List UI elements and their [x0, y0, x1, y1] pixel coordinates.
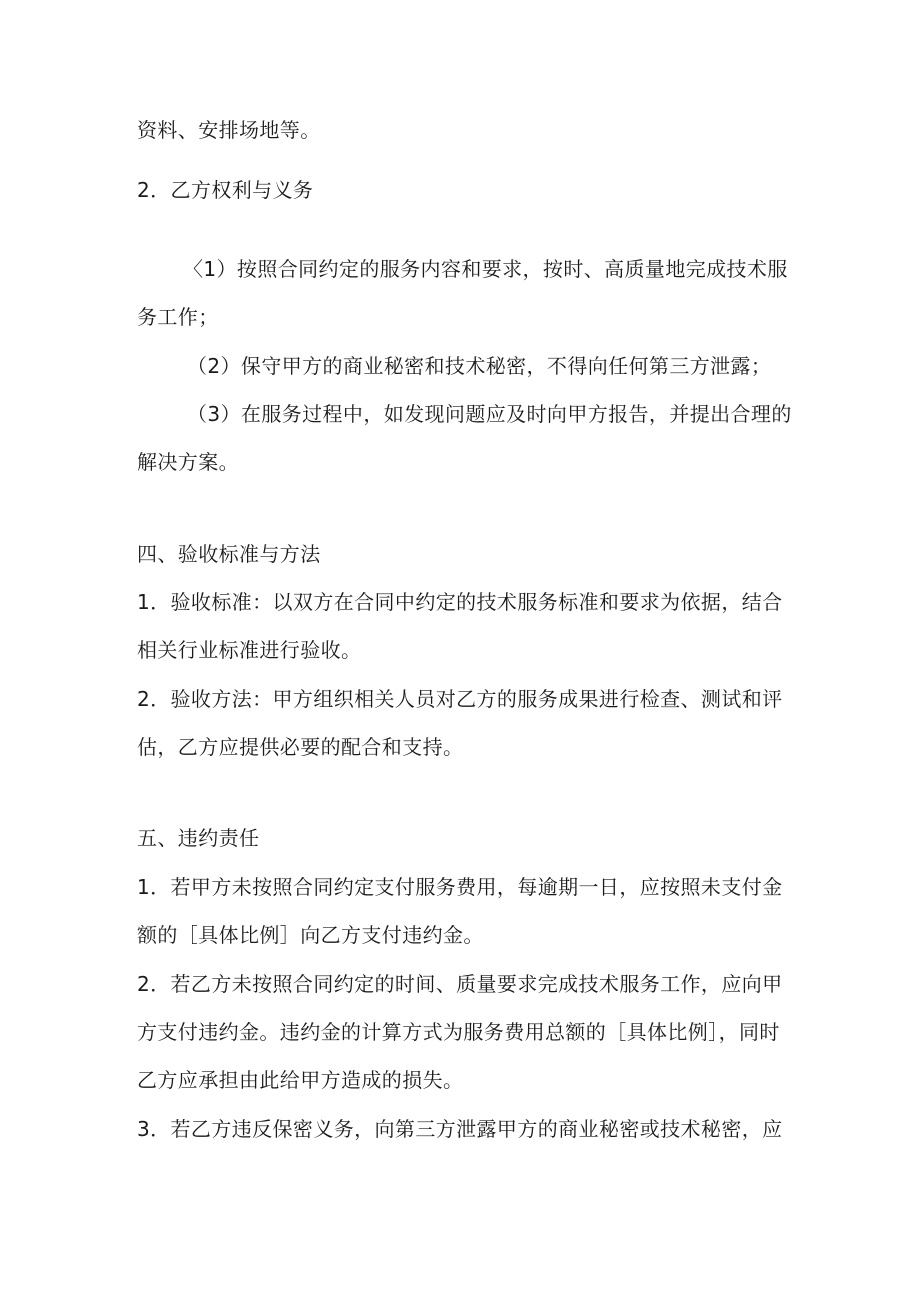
clause-b-3: （3）在服务过程中，如发现问题应及时向甲方报告，并提出合理的 — [187, 402, 792, 426]
breach-item-2: 2．若乙方未按照合同约定的时间、质量要求完成技术服务工作，应向甲 — [137, 972, 783, 996]
heading-party-b-rights: 2．乙方权利与义务 — [137, 178, 314, 202]
breach-item-2-cont: 方支付违约金。违约金的计算方式为服务费用总额的［具体比例］，同时 — [137, 1020, 780, 1044]
acceptance-item-1-cont: 相关行业标准进行验收。 — [137, 638, 362, 662]
acceptance-item-1: 1．验收标准：以双方在合同中约定的技术服务标准和要求为依据，结合 — [137, 590, 783, 614]
breach-item-3: 3．若乙方违反保密义务，向第三方泄露甲方的商业秘密或技术秘密，应 — [137, 1117, 783, 1141]
section-acceptance-heading: 四、验收标准与方法 — [137, 542, 321, 566]
clause-b-2: （2）保守甲方的商业秘密和技术秘密，不得向任何第三方泄露； — [187, 354, 772, 378]
clause-b-1-cont: 务工作； — [137, 305, 219, 329]
clause-b-3-cont: 解决方案。 — [137, 450, 239, 474]
acceptance-item-2-cont: 估，乙方应提供必要的配合和支持。 — [137, 735, 464, 759]
acceptance-item-2: 2．验收方法：甲方组织相关人员对乙方的服务成果进行检查、测试和评 — [137, 687, 783, 711]
section-breach-heading: 五、违约责任 — [137, 826, 260, 850]
breach-item-2-cont2: 乙方应承担由此给甲方造成的损失。 — [137, 1068, 464, 1092]
breach-item-1: 1．若甲方未按照合同约定支付服务费用，每逾期一日，应按照未支付金 — [137, 875, 783, 899]
clause-b-1: 〈1）按照合同约定的服务内容和要求，按时、高质量地完成技术服 — [183, 257, 788, 281]
breach-item-1-cont: 额的［具体比例］向乙方支付违约金。 — [137, 923, 484, 947]
text-line-resources: 资料、安排场地等。 — [137, 118, 321, 142]
